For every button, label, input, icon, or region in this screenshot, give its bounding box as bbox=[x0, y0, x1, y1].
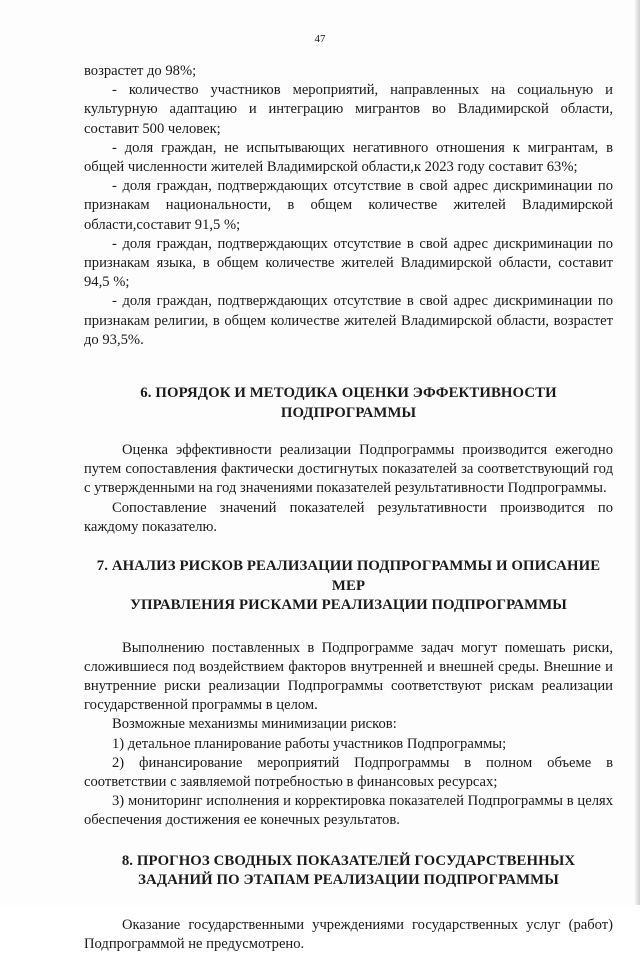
indicator-item-nationality: - доля граждан, подтверждающих отсутствие в свой адрес дискриминации по признакам национальности, в общем количестве жителей Владимирской области,составит 91,5 %; bbox=[84, 178, 613, 233]
section-8-heading-line-2: ЗАДАНИЙ ПО ЭТАПАМ РЕАЛИЗАЦИИ ПОДПРОГРАММЫ bbox=[138, 872, 559, 889]
indicator-item-language: - доля граждан, подтверждающих отсутствие в свой адрес дискриминации по признакам языка, в общем количестве жителей Владимирской области, составит 94,5 %; bbox=[84, 235, 613, 291]
section-7-list-item-3: 3) мониторинг исполнения и корректировка показателей Подпрограммы в целях обеспечения достижения ее конечных результатов. bbox=[84, 793, 613, 829]
section-6-paragraph-2: Сопоставление значений показателей результативности производится по каждому показателю. bbox=[84, 499, 613, 535]
section-6-heading: 6. ПОРЯДОК И МЕТОДИКА ОЦЕНКИ ЭФФЕКТИВНОСТИ ПОДПРОГРАММЫ bbox=[140, 385, 557, 421]
section-8-heading-line-1: 8. ПРОГНОЗ СВОДНЫХ ПОКАЗАТЕЛЕЙ ГОСУДАРСТВЕННЫХ bbox=[121, 852, 576, 869]
section-7-paragraph-1: Выполнению поставленных в Подпрограмме задач могут помешать риски, сложившиеся под воздействием факторов внутренней и внешней среды. Внешние и внутренние риски реализации Подпрограммы соответствуют рискам реализации государственной программы в целом. bbox=[84, 639, 613, 714]
indicator-item-participants: - количество участников мероприятий, направленных на социальную и культурную адаптацию и интеграцию мигрантов во Владимирской области, составит 500 человек; bbox=[84, 82, 613, 137]
page-edge-shadow bbox=[634, 0, 640, 905]
section-8-heading bbox=[84, 852, 613, 891]
page-content bbox=[84, 62, 613, 954]
section-7-heading-line-1: 7. АНАЛИЗ РИСКОВ РЕАЛИЗАЦИИ ПОДПРОГРАММЫ И ОПИСАНИЕ МЕР bbox=[96, 558, 601, 594]
section-6-paragraph-1: Оценка эффективности реализации Подпрограммы производится ежегодно путем сопоставления фактически достигнутых показателей за соответствующий год с утвержденными на год значениями показателей результативности Подпрограммы. bbox=[84, 442, 613, 497]
indicator-item-attitude: - доля граждан, не испытывающих негативного отношения к мигрантам, в общей численности жителей Владимирской области,к 2023 году составит 63%; bbox=[84, 139, 613, 176]
section-7-heading-line-2: УПРАВЛЕНИЯ РИСКАМИ РЕАЛИЗАЦИИ ПОДПРОГРАММЫ bbox=[130, 597, 567, 614]
section-7-heading bbox=[84, 557, 613, 616]
page-number: 47 bbox=[314, 33, 326, 45]
intro-line-continuation: возрастет до 98%; bbox=[84, 63, 197, 79]
section-7-paragraph-2: Возможные механизмы минимизации рисков: bbox=[112, 716, 397, 733]
section-7-list-item-2: 2) финансирование мероприятий Подпрограммы в полном объеме в соответствии с заявляемой потребностью в финансовых ресурсах; bbox=[84, 754, 613, 790]
indicator-item-religion: - доля граждан, подтверждающих отсутствие в свой адрес дискриминации по признакам религии, в общем количестве жителей Владимирской области, возрастет до 93,5%. bbox=[84, 293, 613, 348]
section-7-list-item-1: 1) детальное планирование работы участников Подпрограммы; bbox=[112, 735, 507, 752]
section-8-paragraph-1: Оказание государственными учреждениями государственных услуг (работ) Подпрограммой не предусмотрено. bbox=[84, 916, 613, 952]
